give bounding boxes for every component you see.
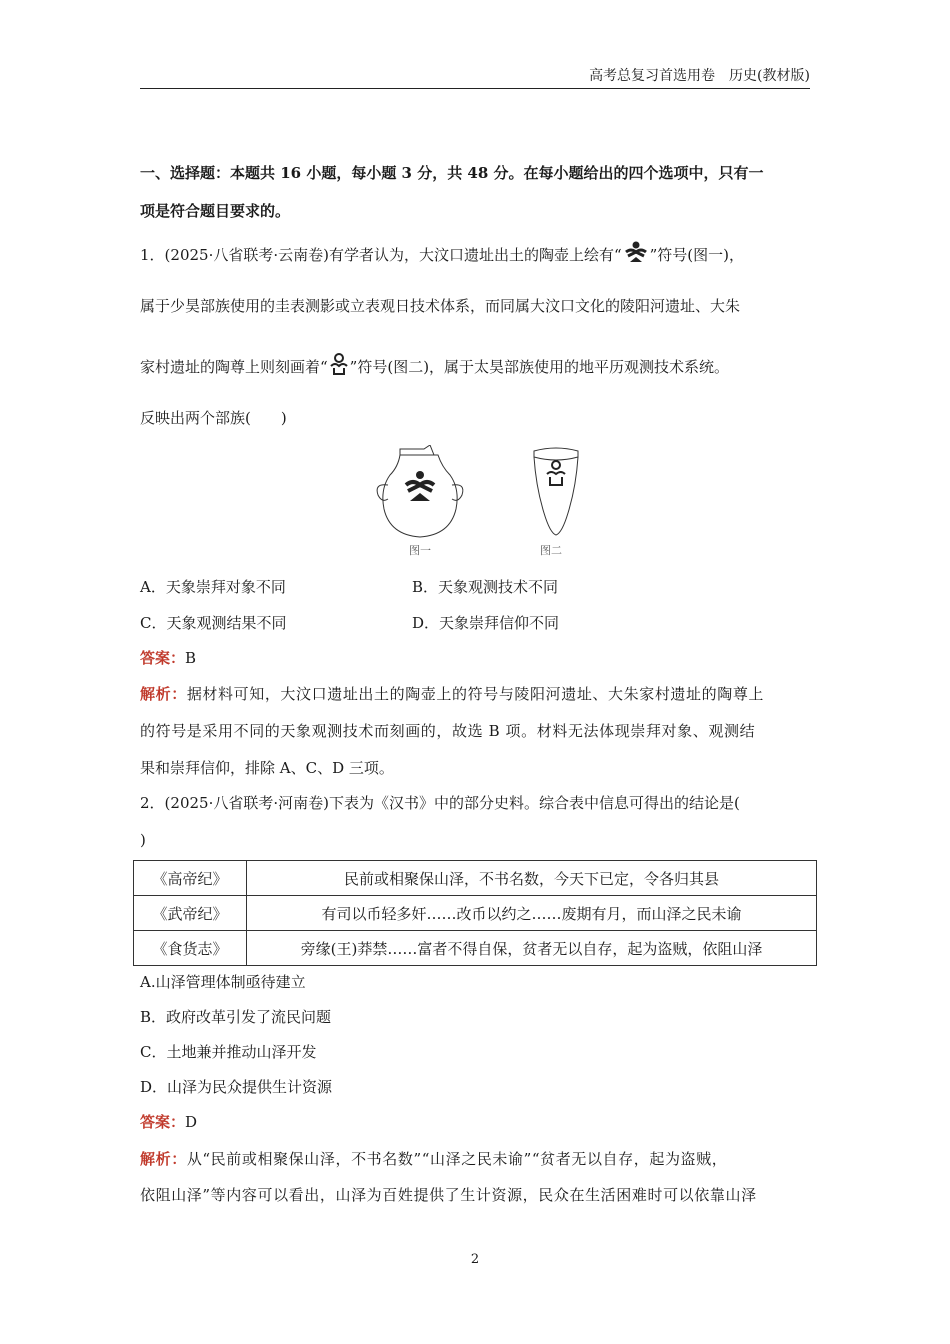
q2-analysis-line1: [140, 1149, 812, 1169]
q1-answer-label: 答案：: [140, 649, 186, 667]
q1-option-d: D．天象崇拜信仰不同: [412, 614, 560, 632]
figure-two-pottery-zun: [526, 447, 586, 541]
sun-mountain-symbol-icon: [622, 240, 650, 271]
q2-answer-label: 答案：: [140, 1113, 186, 1131]
q1-answer: [140, 648, 812, 668]
table-cell-text: 民前或相聚保山泽，不书名数，今天下已定，令各归其县: [247, 861, 817, 896]
figure-two-caption: 图二: [540, 544, 562, 557]
q2-answer-value: D: [185, 1113, 198, 1131]
figure-one-pottery-pot: [370, 445, 470, 545]
q1-stem-line2: 属于少昊部族使用的圭表测影或立表观日技术体系，而同属大汶口文化的陵阳河遗址、大朱: [140, 297, 741, 315]
q1-analysis-label: 解析：: [140, 685, 187, 703]
table-row: [134, 861, 817, 896]
q1-answer-value: B: [185, 649, 197, 667]
q1-stem-line1: [140, 240, 812, 271]
page-number: 2: [470, 1252, 480, 1267]
sun-cloud-symbol-icon: [328, 352, 350, 383]
q1-analysis-line2: 的符号是采用不同的天象观测技术而刻画的，故选 B 项。材料无法体现崇拜对象、观测结: [140, 722, 756, 740]
q1-analysis-line1: [140, 684, 812, 704]
table-cell-source: 《武帝纪》: [134, 896, 247, 931]
q2-option-d: D．山泽为民众提供生计资源: [140, 1078, 333, 1096]
q1-option-b: B．天象观测技术不同: [412, 578, 559, 596]
q2-analysis-label: 解析：: [140, 1150, 187, 1168]
table-cell-text: 有司以币轻多奸……改币以约之……废期有月，而山泽之民未谕: [247, 896, 817, 931]
q2-option-a: A.山泽管理体制亟待建立: [140, 973, 306, 991]
q1-option-c: C．天象观测结果不同: [140, 614, 287, 632]
table-cell-source: 《高帝纪》: [134, 861, 247, 896]
q2-analysis-line2: 依阻山泽”等内容可以看出，山泽为百姓提供了生计资源，民众在生活困难时可以依靠山泽: [140, 1186, 757, 1204]
q1-stem-line3: [140, 352, 812, 383]
table-row: [134, 931, 817, 966]
q2-option-b: B．政府改革引发了流民问题: [140, 1008, 332, 1026]
running-header: 高考总复习首选用卷 历史(教材版): [140, 66, 810, 89]
q1-stem-line1-part-a: 1．(2025·八省联考·云南卷)有学者认为，大汶口遗址出土的陶壶上绘有“: [140, 246, 622, 264]
q1-analysis-line3: 果和崇拜信仰，排除 A、C、D 三项。: [140, 759, 394, 777]
figure-one-caption: 图一: [409, 544, 431, 557]
han-shu-source-table: [133, 860, 817, 966]
q2-analysis-text1: 从“民前或相聚保山泽，不书名数”“山泽之民未谕”“贫者无以自存，起为盗贼，: [186, 1150, 728, 1168]
table-cell-source: 《食货志》: [134, 931, 247, 966]
table-row: [134, 896, 817, 931]
q1-stem-line4: 反映出两个部族( ): [140, 409, 287, 427]
q1-analysis-text1: 据材料可知，大汶口遗址出土的陶壶上的符号与陵阳河遗址、大朱家村遗址的陶尊上: [186, 685, 765, 703]
section-instruction-line2: 项是符合题目要求的。: [140, 202, 291, 220]
q1-stem-line3-part-b: ”符号(图二)，属于太昊部族使用的地平历观测技术系统。: [349, 358, 730, 376]
q2-answer: [140, 1112, 812, 1132]
table-cell-text: 旁缘(王)莽禁……富者不得自保，贫者无以自存，起为盗贼，依阻山泽: [247, 931, 817, 966]
q2-stem-line2: ): [140, 831, 146, 849]
q2-option-c: C．土地兼并推动山泽开发: [140, 1043, 317, 1061]
q1-stem-line3-part-a: 家村遗址的陶尊上则刻画着“: [140, 358, 328, 376]
q2-stem-line1: 2．(2025·八省联考·河南卷)下表为《汉书》中的部分史料。综合表中信息可得出的结论是(: [140, 794, 740, 812]
section-instruction-line1: 一、选择题：本题共 16 小题，每小题 3 分，共 48 分。在每小题给出的四个选项中，只有一: [140, 164, 764, 182]
q1-stem-line1-part-b: ”符号(图一)，: [649, 246, 745, 264]
q1-option-a: A．天象崇拜对象不同: [140, 578, 286, 596]
